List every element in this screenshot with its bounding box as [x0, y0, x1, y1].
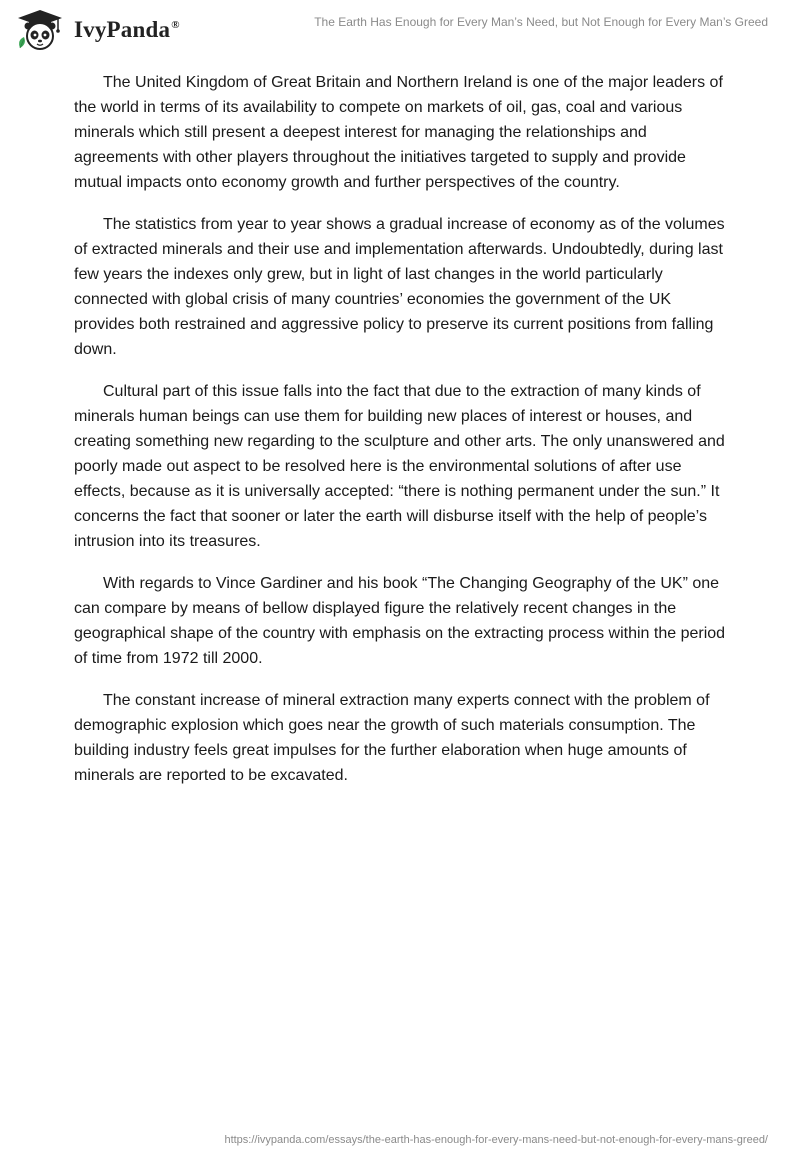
paragraph-4: With regards to Vince Gardiner and his book “The Changing Geography of the UK” one can compare by means of bellow displayed figure the relatively recent changes in the geographical shape of the country with emphasis on the extracting process within the period of time from 1972 till 2000. — [74, 575, 726, 667]
paragraph-5: The constant increase of mineral extraction many experts connect with the problem of demographic explosion which goes near the growth of such materials consumption. The building industry feels great impulses for the further elaboration when huge amounts of minerals are reported to be excavated. — [74, 692, 710, 784]
essay-body — [74, 70, 730, 805]
source-url[interactable]: https://ivypanda.com/essays/the-earth-has-enough-for-every-mans-need-but-not-enough-for-every-mans-greed/ — [224, 1134, 768, 1146]
paragraph-2: The statistics from year to year shows a gradual increase of economy as of the volumes of extracted minerals and their use and implementation afterwards. Undoubtedly, during last few years the indexes only grew, but in light of last changes in the world particularly connected with global crisis of many countries’ economies the government of the UK provides both restrained and aggressive policy to preserve its current positions from falling down. — [74, 216, 725, 358]
registered-mark: ® — [171, 19, 180, 32]
brand-name — [74, 17, 180, 43]
paragraph-3: Cultural part of this issue falls into the fact that due to the extraction of many kinds of minerals human beings can use them for building new places of interest or houses, and creating something new regarding to the sculpture and other arts. The only unanswered and poorly made out aspect to be resolved here is the environmental solutions of after use effects, because as it is universally accepted: “there is nothing permanent under the sun.” It concerns the fact that sooner or later the earth will disburse itself with the help of people’s intrusion into its treasures. — [74, 383, 725, 550]
paragraph-1: The United Kingdom of Great Britain and Northern Ireland is one of the major leaders of the world in terms of its availability to compete on markets of oil, gas, coal and various minerals which still present a deepest interest for managing the relationships and agreements with other players throughout the initiatives targeted to supply and provide mutual impacts onto economy growth and further perspectives of the country. — [74, 74, 723, 191]
page-header — [0, 0, 800, 60]
document-title: The Earth Has Enough for Every Man’s Need, but Not Enough for Every Man’s Greed — [314, 15, 768, 29]
brand-text: IvyPanda — [74, 17, 171, 42]
ivypanda-logo[interactable] — [14, 8, 180, 52]
panda-mascot-icon — [14, 8, 66, 52]
